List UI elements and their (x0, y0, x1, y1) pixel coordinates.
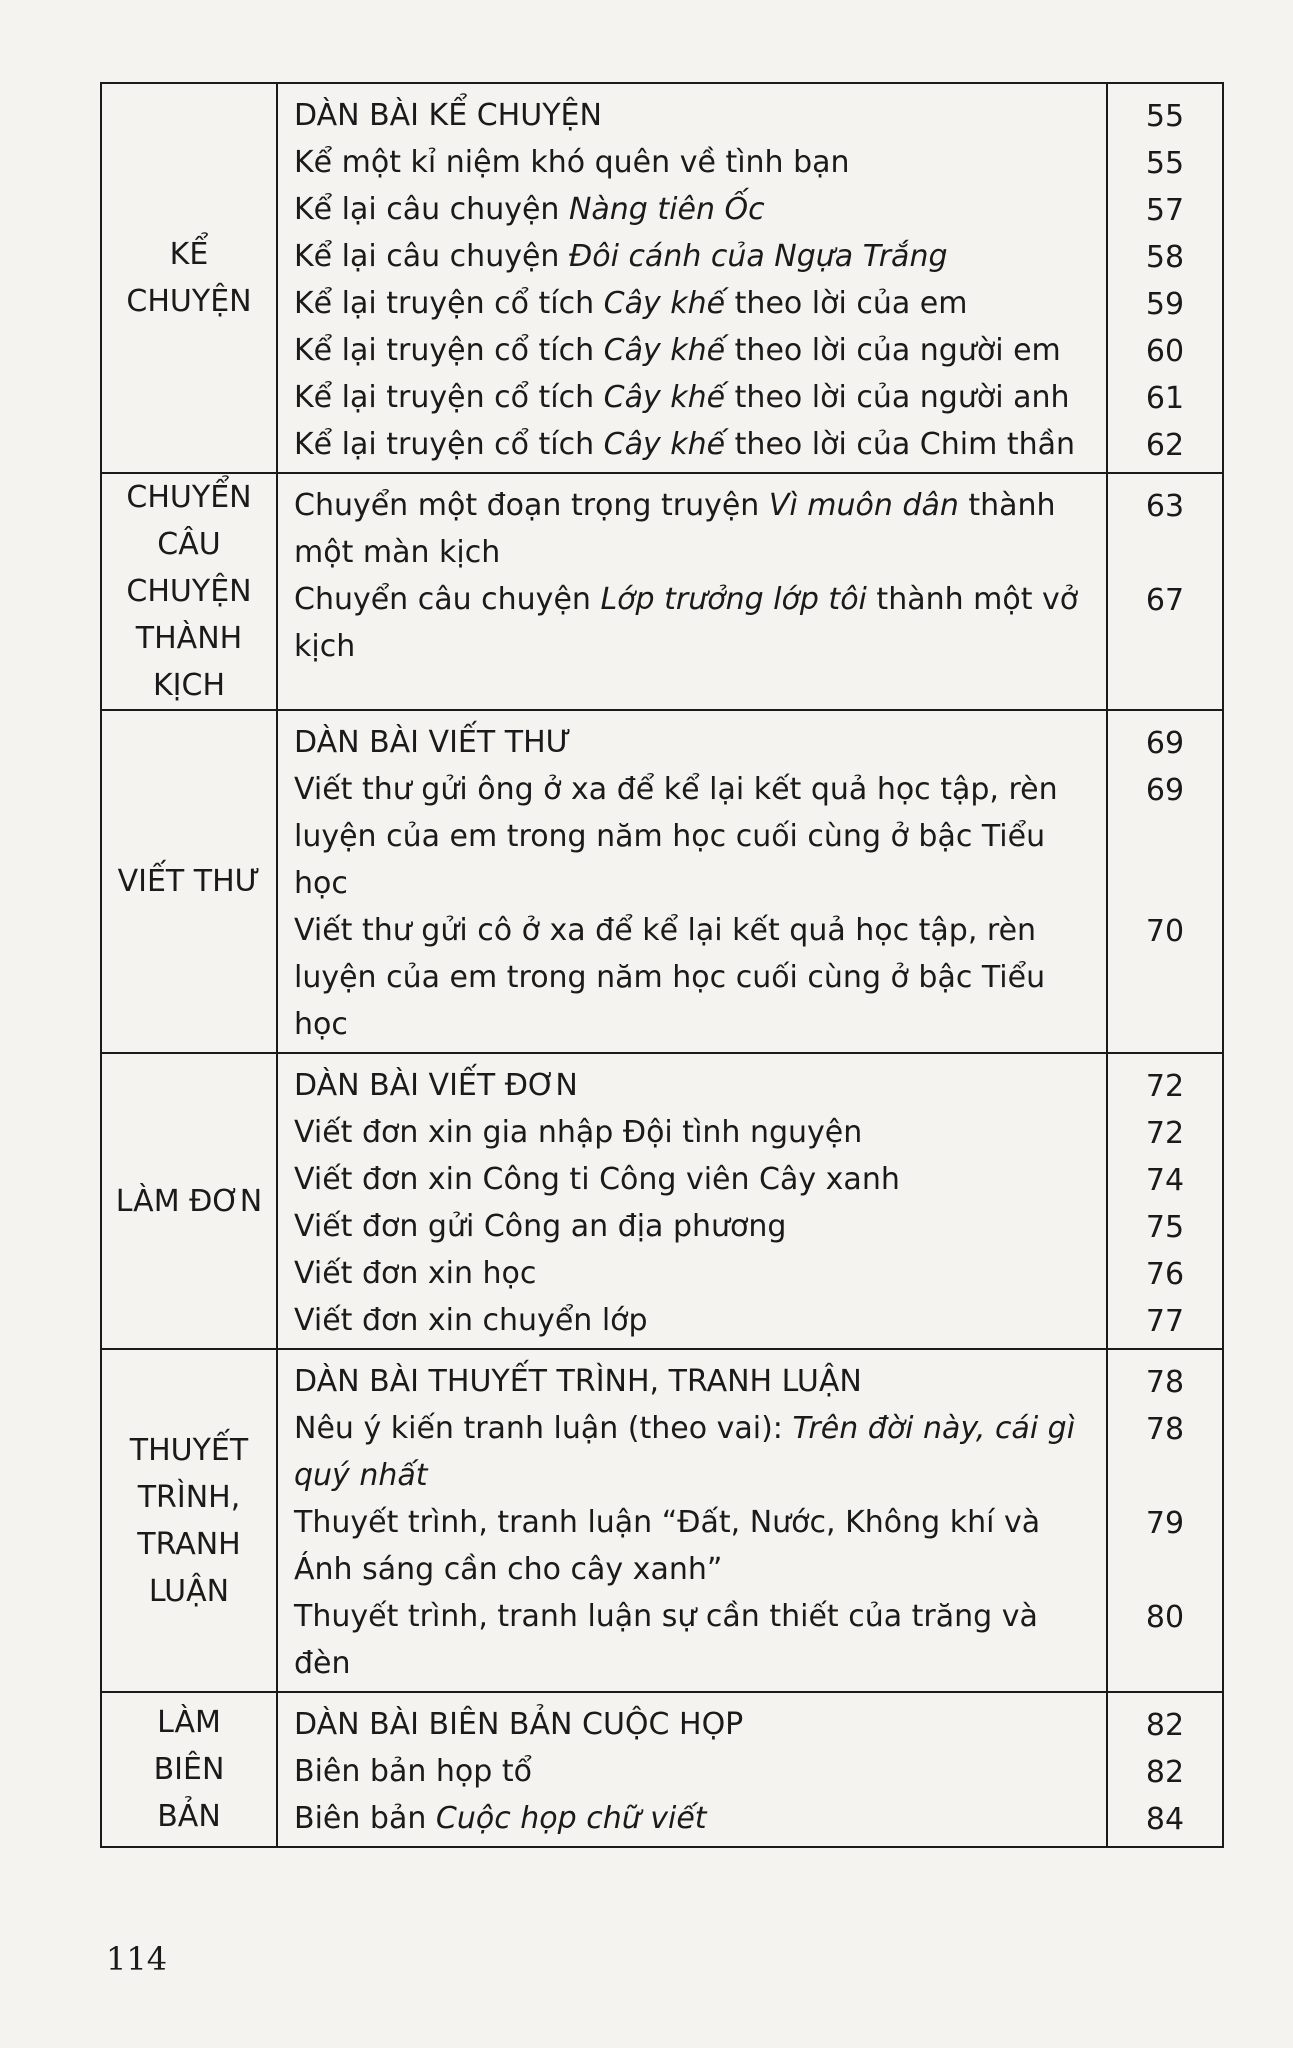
entry-italic-text: Vì muôn dân (768, 488, 959, 523)
toc-entry[interactable] (294, 1062, 1092, 1109)
entry-text: Kể một kỉ niệm khó quên về tình bạn (294, 145, 850, 180)
section-pages (1107, 83, 1223, 473)
toc-entry[interactable] (294, 1358, 1092, 1405)
entry-page-number: 62 (1145, 428, 1185, 463)
entry-page-number: 55 (1145, 146, 1185, 181)
category-line: VIẾT THƯ (117, 864, 261, 899)
entry-italic-text: Cây khế (603, 380, 726, 415)
entry-page-number: 80 (1145, 1600, 1185, 1635)
section-category (101, 1053, 277, 1349)
entry-page-number: 74 (1145, 1163, 1185, 1198)
toc-entry[interactable] (294, 1203, 1092, 1250)
entry-text: theo lời của Chim thần (725, 427, 1076, 462)
category-line: THÀNH (135, 621, 243, 656)
toc-entry[interactable] (294, 576, 1092, 670)
toc-entry[interactable] (294, 92, 1092, 139)
category-line: CÂU (157, 527, 221, 562)
entry-text: Viết thư gửi cô ở xa để kể lại kết quả học tập, rèn luyện của em trong năm học cuối cùng ở bậc Tiểu học (294, 913, 1046, 1042)
entry-text: thành một vở kịch (294, 582, 1079, 664)
entry-page-number: 67 (1145, 583, 1185, 618)
page-number: 114 (106, 1940, 168, 1978)
entry-text: Viết đơn gửi Công an địa phương (294, 1209, 787, 1244)
section-pages (1107, 473, 1223, 710)
entry-page-number: 70 (1145, 914, 1185, 949)
entry-text: DÀN BÀI THUYẾT TRÌNH, TRANH LUẬN (294, 1364, 862, 1399)
entry-page-number: 55 (1145, 99, 1185, 134)
entry-text: DÀN BÀI VIẾT THƯ (294, 725, 572, 760)
entry-text: Kể lại câu chuyện (294, 192, 569, 227)
category-line: CHUYỆN (126, 574, 252, 609)
entry-text: Viết đơn xin gia nhập Đội tình nguyện (294, 1115, 863, 1150)
section-entries (277, 710, 1107, 1053)
category-line: KỂ (169, 237, 209, 272)
entry-italic-text: Cuộc họp chữ viết (435, 1801, 707, 1836)
section-entries (277, 1053, 1107, 1349)
entry-italic-text: Cây khế (603, 286, 726, 321)
category-line: CHUYỆN (126, 284, 252, 319)
toc-section (101, 1053, 1223, 1349)
entry-text: theo lời của người em (725, 333, 1061, 368)
toc-entry[interactable] (294, 1156, 1092, 1203)
entry-page-number: 59 (1145, 287, 1185, 322)
entry-page-number: 69 (1145, 773, 1185, 808)
entry-text: Kể lại truyện cổ tích (294, 380, 604, 415)
table-of-contents (100, 82, 1224, 1848)
entry-text: Viết đơn xin chuyển lớp (294, 1303, 648, 1338)
section-entries (277, 473, 1107, 710)
entry-text: Kể lại câu chuyện (294, 239, 569, 274)
entry-page-number: 72 (1145, 1069, 1185, 1104)
section-entries (277, 1349, 1107, 1692)
toc-entry[interactable] (294, 1748, 1092, 1795)
toc-entry[interactable] (294, 327, 1092, 374)
entry-italic-text: Cây khế (603, 427, 726, 462)
entry-page-number: 82 (1145, 1755, 1185, 1790)
entry-text: Viết đơn xin học (294, 1256, 537, 1291)
toc-entry[interactable] (294, 907, 1092, 1048)
toc-entry[interactable] (294, 233, 1092, 280)
section-category (101, 710, 277, 1053)
section-category (101, 1349, 277, 1692)
toc-entry[interactable] (294, 482, 1092, 576)
toc-entry[interactable] (294, 421, 1092, 468)
entry-text: Chuyển một đoạn trọng truyện (294, 488, 769, 523)
section-entries (277, 1692, 1107, 1847)
entry-page-number: 75 (1145, 1210, 1185, 1245)
toc-section (101, 1692, 1223, 1847)
entry-text: DÀN BÀI VIẾT ĐƠN (294, 1068, 578, 1103)
toc-entry[interactable] (294, 280, 1092, 327)
toc-section (101, 473, 1223, 710)
entry-italic-text: Trên đời này, cái gì quý nhất (294, 1411, 1076, 1493)
category-line: BẢN (157, 1799, 221, 1834)
entry-page-number: 57 (1145, 193, 1185, 228)
entry-text: DÀN BÀI BIÊN BẢN CUỘC HỌP (294, 1707, 744, 1742)
category-line: TRÌNH, (137, 1479, 241, 1515)
entry-text: theo lời của em (725, 286, 968, 321)
section-pages (1107, 1349, 1223, 1692)
toc-entry[interactable] (294, 719, 1092, 766)
toc-entry[interactable] (294, 139, 1092, 186)
entry-text: Kể lại truyện cổ tích (294, 333, 604, 368)
entry-text: Chuyển câu chuyện (294, 582, 601, 617)
entry-text: Biên bản họp tổ (294, 1754, 532, 1789)
toc-entry[interactable] (294, 1499, 1092, 1593)
toc-section (101, 83, 1223, 473)
entry-text: DÀN BÀI KỂ CHUYỆN (294, 98, 602, 133)
section-category (101, 473, 277, 710)
category-line: CHUYỂN (126, 480, 252, 515)
toc-section (101, 1349, 1223, 1692)
entry-text: Viết đơn xin Công ti Công viên Cây xanh (294, 1162, 900, 1197)
entry-page-number: 69 (1145, 726, 1185, 761)
toc-entry[interactable] (294, 1795, 1092, 1842)
entry-page-number: 63 (1145, 489, 1185, 524)
entry-page-number: 84 (1145, 1802, 1185, 1837)
entry-text: Kể lại truyện cổ tích (294, 286, 604, 321)
entry-text: Kể lại truyện cổ tích (294, 427, 604, 462)
entry-page-number: 61 (1145, 381, 1185, 416)
entry-page-number: 77 (1145, 1304, 1185, 1339)
category-line: LUẬN (148, 1573, 230, 1609)
entry-page-number: 58 (1145, 240, 1185, 275)
toc-entry[interactable] (294, 186, 1092, 233)
section-entries (277, 83, 1107, 473)
entry-page-number: 82 (1145, 1708, 1185, 1743)
category-line: LÀM (157, 1705, 221, 1740)
entry-text: Thuyết trình, tranh luận sự cần thiết của trăng và đèn (294, 1599, 1038, 1681)
toc-entry[interactable] (294, 1109, 1092, 1156)
entry-text: Biên bản (294, 1801, 436, 1836)
section-pages (1107, 1692, 1223, 1847)
entry-italic-text: Lớp trưởng lớp tôi (600, 582, 867, 617)
category-line: TRANH (137, 1526, 241, 1562)
entry-italic-text: Đôi cánh của Ngựa Trắng (568, 239, 948, 274)
section-category (101, 83, 277, 473)
toc-entry[interactable] (294, 1297, 1092, 1344)
entry-page-number: 78 (1145, 1365, 1185, 1400)
entry-italic-text: Cây khế (603, 333, 726, 368)
toc-entry[interactable] (294, 766, 1092, 907)
category-line: BIÊN (153, 1752, 225, 1787)
entry-italic-text: Nàng tiên Ốc (568, 192, 765, 227)
category-line: KỊCH (152, 668, 226, 703)
entry-page-number: 60 (1145, 334, 1185, 369)
entry-page-number: 76 (1145, 1257, 1185, 1292)
entry-page-number: 72 (1145, 1116, 1185, 1151)
toc-entry[interactable] (294, 1250, 1092, 1297)
section-pages (1107, 1053, 1223, 1349)
toc-entry[interactable] (294, 1701, 1092, 1748)
entry-page-number: 78 (1145, 1412, 1185, 1447)
entry-text: theo lời của người anh (725, 380, 1070, 415)
section-pages (1107, 710, 1223, 1053)
toc-body (101, 83, 1223, 1847)
entry-page-number: 79 (1145, 1506, 1185, 1541)
entry-text: Nêu ý kiến tranh luận (theo vai): (294, 1411, 793, 1446)
section-category (101, 1692, 277, 1847)
toc-entry[interactable] (294, 1593, 1092, 1687)
toc-entry[interactable] (294, 1405, 1092, 1499)
toc-section (101, 710, 1223, 1053)
category-line: THUYẾT (129, 1432, 249, 1468)
entry-text: Thuyết trình, tranh luận “Đất, Nước, Không khí và Ánh sáng cần cho cây xanh” (294, 1505, 1041, 1587)
toc-entry[interactable] (294, 374, 1092, 421)
category-line: LÀM ĐƠN (115, 1183, 263, 1219)
entry-text: Viết thư gửi ông ở xa để kể lại kết quả học tập, rèn luyện của em trong năm học cuối cùng ở bậc Tiểu học (294, 772, 1058, 901)
entry-text: thành một màn kịch (294, 488, 1056, 570)
